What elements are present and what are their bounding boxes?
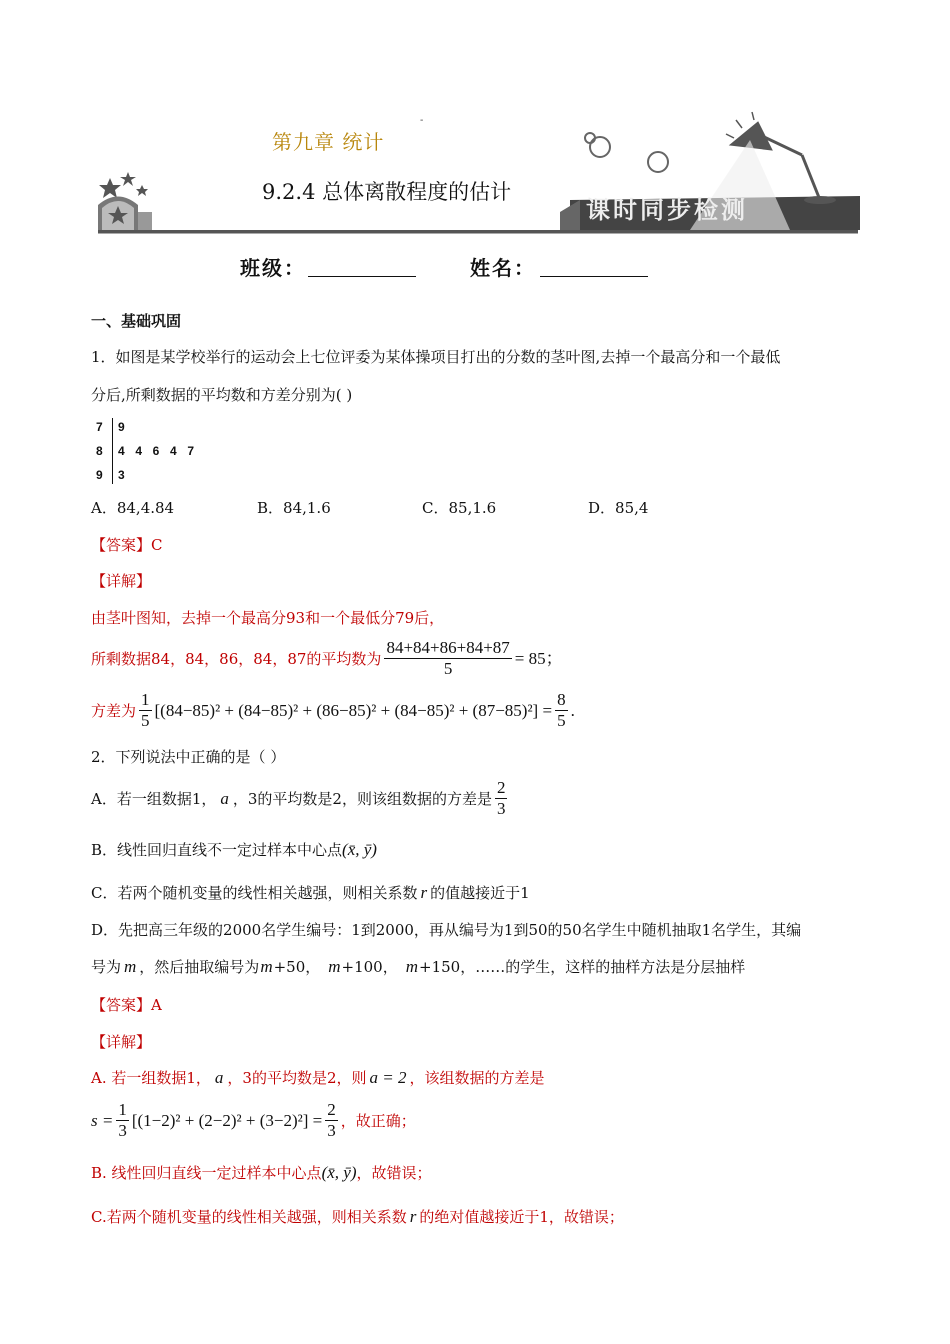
q2-option-a-prefix: A．若一组数据1， xyxy=(91,789,217,808)
q1-variance-end: . xyxy=(570,700,575,720)
q2-detail-a-result: $\frac{2}{3}$ xyxy=(327,1100,336,1140)
variable-m: m xyxy=(260,957,273,976)
q2-option-d-line1[interactable]: D．先把高三年级的2000名学生编号：1到2000，再从编号为1到50的50名学生中随机抽取1名学生，其编 xyxy=(91,921,802,939)
q1-option-c[interactable]: C．85,1.6 xyxy=(422,499,497,517)
leaf-values: 9 xyxy=(118,420,125,434)
variable-m: m xyxy=(328,957,341,976)
q2-detail-a-expr: [(1−2)² + (2−2)² + (3−2)²] = xyxy=(131,1110,323,1130)
q2-detail-label: 【详解】 xyxy=(91,1033,152,1051)
q2-option-c-suffix: 的值越接近于1 xyxy=(430,884,530,902)
stem-value: 7 xyxy=(96,420,103,434)
q1-variance-coef: $\frac{1}{5}$ xyxy=(141,690,150,730)
star-icon xyxy=(99,172,148,198)
variable-r: r xyxy=(409,1207,417,1226)
name-label: 姓名： xyxy=(470,256,536,280)
q2-option-b[interactable] xyxy=(91,839,377,861)
center-point: (x̄, ȳ) xyxy=(342,840,377,859)
q1-detail-label: 【详解】 xyxy=(91,572,152,590)
q1-variance-prefix: 方差为 xyxy=(91,701,137,720)
leaf-values: 4 4 6 4 7 xyxy=(118,444,195,458)
name-input[interactable] xyxy=(540,252,648,277)
stem-value: 9 xyxy=(96,468,103,482)
q2-option-a[interactable] xyxy=(91,778,510,819)
variance-symbol: s = xyxy=(91,1110,114,1130)
leaf-values: 3 xyxy=(118,468,125,482)
q1-option-b[interactable]: B．84,1.6 xyxy=(257,499,331,517)
variable-m: m xyxy=(124,957,137,976)
q1-variance-expr: [(84−85)² + (84−85)² + (86−85)² + (84−85)² + (87−85)²] = xyxy=(154,700,553,720)
q2-option-c[interactable] xyxy=(91,882,530,904)
q2-detail-b: B. 线性回归直线一定过样本中心点 (x̄, ȳ) ，故错误； xyxy=(91,1163,432,1182)
center-point: (x̄, ȳ) xyxy=(321,1163,357,1182)
q2-option-a-suffix: ，3的平均数是2，则该组数据的方差是 xyxy=(232,789,492,808)
variable-a: a xyxy=(214,1068,224,1087)
stem-leaf-plot xyxy=(96,418,236,486)
q2-answer: 【答案】A xyxy=(91,996,162,1014)
header-decoration xyxy=(90,100,870,240)
q2-option-d-line2: 号为 m ，然后抽取编号为 m +50， m +100， m +150，……的学生，这样的抽样方法是分层抽样 xyxy=(91,957,746,976)
section-heading: 一、基础巩固 xyxy=(91,312,182,330)
q1-option-d[interactable]: D．85,4 xyxy=(588,499,649,517)
q1-mean-fraction: $\frac{84+84+86+84+87}{5}$ xyxy=(386,638,510,678)
banner-title: 课时同步检测 xyxy=(586,195,748,224)
q1-variance-result: $\frac{8}{5}$ xyxy=(557,690,566,730)
q1-detail-line1: 由茎叶图知，去掉一个最高分93和一个最低分79后， xyxy=(91,609,445,627)
section-title: 9.2.4 总体离散程度的估计 xyxy=(262,180,512,204)
chapter-title: 第九章 统计 xyxy=(272,130,385,154)
svg-text:-: - xyxy=(420,115,424,126)
a-equals-2: a = 2 xyxy=(369,1068,407,1087)
q2-detail-a-line1: A. 若一组数据1， a ，3的平均数是2，则 a = 2 ，该组数据的方差是 xyxy=(91,1068,545,1087)
q2-option-c-prefix: C．若两个随机变量的线性相关越强，则相关系数 xyxy=(91,884,418,902)
q1-mean-line xyxy=(91,638,563,679)
q1-variance-line xyxy=(91,690,575,731)
class-label: 班级： xyxy=(240,256,306,280)
q2-detail-a-formula xyxy=(91,1100,416,1141)
q1-mean-prefix: 所剩数据84，84，86，84，87的平均数为 xyxy=(91,649,382,668)
q2-detail-a-coef: $\frac{1}{3}$ xyxy=(118,1100,127,1140)
q1-option-a[interactable]: A．84,4.84 xyxy=(91,499,175,517)
bubble-icon xyxy=(585,133,668,172)
q1-stem-line1: 1．如图是某学校举行的运动会上七位评委为某体操项目打出的分数的茎叶图,去掉一个最高分和一个最低 xyxy=(91,348,781,366)
q2-detail-a-end: ，故正确； xyxy=(340,1111,416,1130)
q1-answer: 【答案】C xyxy=(91,536,163,554)
variable-r: r xyxy=(420,883,428,902)
class-input[interactable] xyxy=(308,252,416,277)
stem-value: 8 xyxy=(96,444,103,458)
q1-mean-result: = 85； xyxy=(514,648,563,668)
q2-detail-c: C.若两个随机变量的线性相关越强，则相关系数 r 的绝对值越接近于1，故错误； xyxy=(91,1207,624,1226)
q2-option-a-fraction: $\frac{2}{3}$ xyxy=(496,778,506,818)
variable-m: m xyxy=(405,957,419,976)
variable-a: a xyxy=(220,788,229,808)
q2-stem: 2．下列说法中正确的是（ ） xyxy=(91,748,286,766)
q1-stem-line2: 分后,所剩数据的平均数和方差分别为( ) xyxy=(91,386,353,404)
q2-option-b-text: B．线性回归直线不一定过样本中心点 xyxy=(91,841,343,859)
